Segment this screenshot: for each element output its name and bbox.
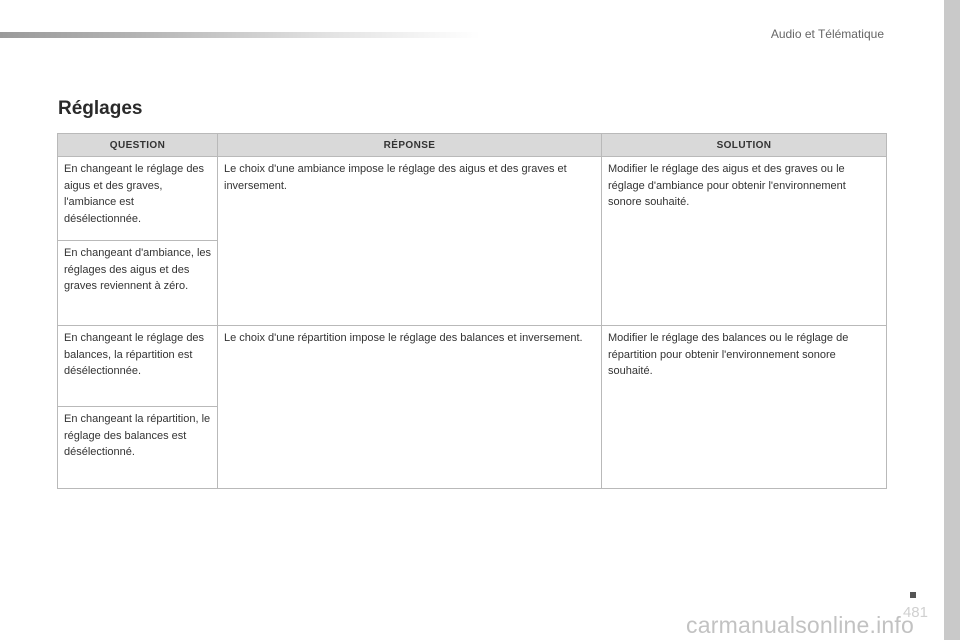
solution-cell: Modifier le réglage des aigus et des graves ou le réglage d'ambiance pour obtenir l'environnement sonore souhaité. [602,157,887,326]
header-gradient-bar [0,32,480,38]
watermark: carmanualsonline.info [686,612,914,638]
faq-table [57,133,887,489]
answer-cell: Le choix d'une ambiance impose le réglage des aigus et des graves et inversement. [218,157,602,326]
table-row [58,326,887,407]
page-number: 481 [902,604,928,621]
page-title: Réglages [58,98,143,119]
question-cell: En changeant d'ambiance, les réglages des aigus et des graves reviennent à zéro. [58,241,218,326]
column-header-solution: SOLUTION [602,134,887,157]
footer-square-marker [910,592,916,598]
table-header-row [58,134,887,157]
page-edge-strip [944,0,960,640]
answer-cell: Le choix d'une répartition impose le réglage des balances et inversement. [218,326,602,489]
column-header-question: QUESTION [58,134,218,157]
question-cell: En changeant le réglage des aigus et des graves, l'ambiance est désélectionnée. [58,157,218,241]
question-cell: En changeant la répartition, le réglage des balances est désélectionné. [58,407,218,489]
table-row [58,157,887,241]
question-cell: En changeant le réglage des balances, la répartition est désélectionnée. [58,326,218,407]
solution-cell: Modifier le réglage des balances ou le réglage de répartition pour obtenir l'environnement sonore souhaité. [602,326,887,489]
section-header: Audio et Télématique [770,27,884,41]
column-header-answer: RÉPONSE [218,134,602,157]
